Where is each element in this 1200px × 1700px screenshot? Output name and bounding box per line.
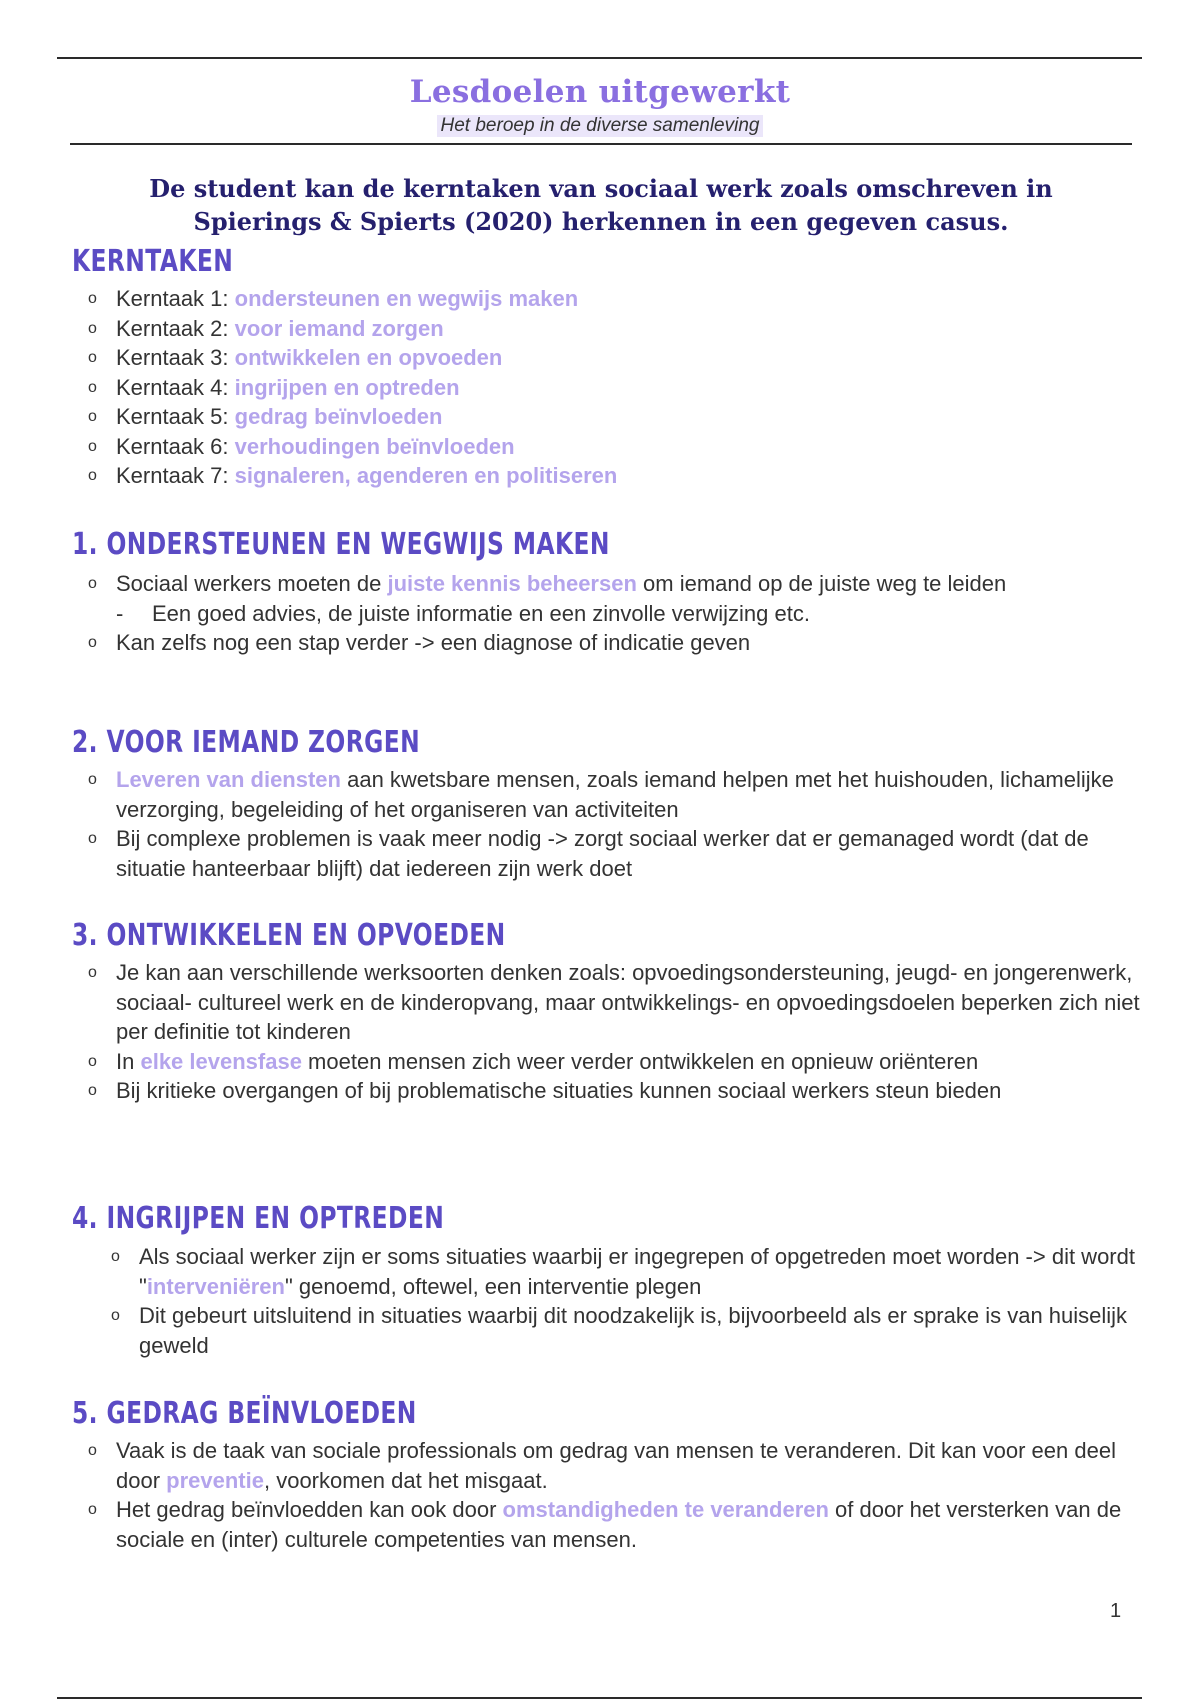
list-item: o Kan zelfs nog een stap verder -> een diagnose of indicatie geven [88,628,1148,658]
list-item: o Je kan aan verschillende werksoorten denken zoals: opvoedingsondersteuning, jeugd- en jongerenwerk, sociaal- cultureel werk en de kinderopvang, maar ontwikkelings- en opvoedingsdoelen beperken zich niet per definitie tot kinderen [88,960,1140,1044]
list-item: o Kerntaak 3: ontwikkelen en opvoeden [88,343,1148,373]
list-item: o Dit gebeurt uitsluitend in situaties waarbij dit noodzakelijk is, bijvoorbeeld als er sprake is van huiselijk geweld [111,1303,1128,1358]
section-2-heading: 2. VOOR IEMAND ZORGEN [72,725,421,760]
list-item: o Kerntaak 1: ondersteunen en wegwijs maken [88,284,1148,314]
bullet-icon: o [88,964,97,981]
list-item: o Sociaal werkers moeten de juiste kennis beheersen om iemand op de juiste weg te leiden - Een goed advies, de juiste informatie en een zinvolle verwijzing etc. [88,569,1148,628]
kerntaken-heading: KERNTAKEN [72,244,234,279]
list-item: o Kerntaak 2: voor iemand zorgen [88,314,1148,344]
page-number: 1 [1110,1600,1122,1622]
bullet-icon: o [88,1442,97,1459]
document-title: Lesdoelen uitgewerkt [409,74,791,110]
section-3-list [88,958,1148,1106]
list-item: o Kerntaak 6: verhoudingen beïnvloeden [88,432,1148,462]
bullet-icon: o [88,771,97,788]
bullet-icon: o [88,319,97,337]
document-subtitle: Het beroep in de diverse samenleving [437,115,764,137]
learning-goal-line-2: Spierings & Spierts (2020) herkennen in een gegeven casus. [193,207,1009,236]
bullet-icon: o [88,408,97,425]
bullet-icon: o [88,467,97,484]
section-4-heading: 4. INGRIJPEN EN OPTREDEN [72,1201,445,1236]
bullet-icon: o [88,349,97,366]
section-1-list [88,569,1148,658]
bullet-icon: o [111,1307,120,1324]
list-item: o Kerntaak 5: gedrag beïnvloeden [88,402,1148,432]
top-rule [57,57,1142,59]
list-item: o Vaak is de taak van sociale professionals om gedrag van mensen te veranderen. Dit kan voor een deel door preventie, voorkomen dat het misgaat. [88,1438,1116,1493]
header-rule [70,143,1132,145]
section-2-list [88,765,1148,883]
subtitle-wrap [0,115,1200,137]
list-item: o Kerntaak 7: signaleren, agenderen en politiseren [88,461,1148,491]
bullet-icon: o [88,1501,97,1518]
list-item: o Kerntaak 4: ingrijpen en optreden [88,373,1148,403]
section-4-list [111,1242,1141,1360]
learning-goal-line-1: De student kan de kerntaken van sociaal werk zoals omschreven in [149,174,1053,203]
bullet-icon: o [88,378,97,396]
bullet-icon: o [88,437,97,455]
list-item: o Leveren van diensten aan kwetsbare mensen, zoals iemand helpen met het huishouden, lichamelijke verzorging, begeleiding of het organiseren van activiteiten [88,767,1114,822]
sub-list-item: - Een goed advies, de juiste informatie en een zinvolle verwijzing etc. [116,600,810,626]
section-5-heading: 5. GEDRAG BEÏNVLOEDEN [72,1396,417,1431]
section-3-heading: 3. ONTWIKKELEN EN OPVOEDEN [72,918,506,953]
bullet-icon: o [88,830,97,847]
bottom-rule [57,1697,1142,1699]
bullet-icon: o [88,634,97,651]
kerntaken-list [88,284,1148,491]
list-item: o Bij kritieke overgangen of bij problematische situaties kunnen sociaal werkers steun bieden [88,1076,1148,1106]
bullet-icon: o [88,575,97,592]
list-item: o Als sociaal werker zijn er soms situaties waarbij er ingegrepen of opgetreden moet worden -> dit wordt "interveniëren" genoemd, oftewel, een interventie plegen [111,1244,1135,1299]
list-item: o Het gedrag beïnvloedden kan ook door omstandigheden te veranderen of door het versterken van de sociale en (inter) culturele competenties van mensen. [88,1497,1122,1552]
list-item: o Bij complexe problemen is vaak meer nodig -> zorgt sociaal werker dat er gemanaged wordt (dat de situatie hanteerbaar blijft) dat iedereen zijn werk doet [88,826,1089,881]
bullet-icon: o [111,1248,120,1265]
section-1-heading: 1. ONDERSTEUNEN EN WEGWIJS MAKEN [72,527,610,562]
section-5-list [88,1436,1148,1554]
bullet-icon: o [88,1052,97,1070]
bullet-icon: o [88,290,97,307]
bullet-icon: o [88,1082,97,1099]
list-item: o In elke levensfase moeten mensen zich weer verder ontwikkelen en opnieuw oriënteren [88,1047,1148,1077]
learning-goal [70,172,1132,238]
